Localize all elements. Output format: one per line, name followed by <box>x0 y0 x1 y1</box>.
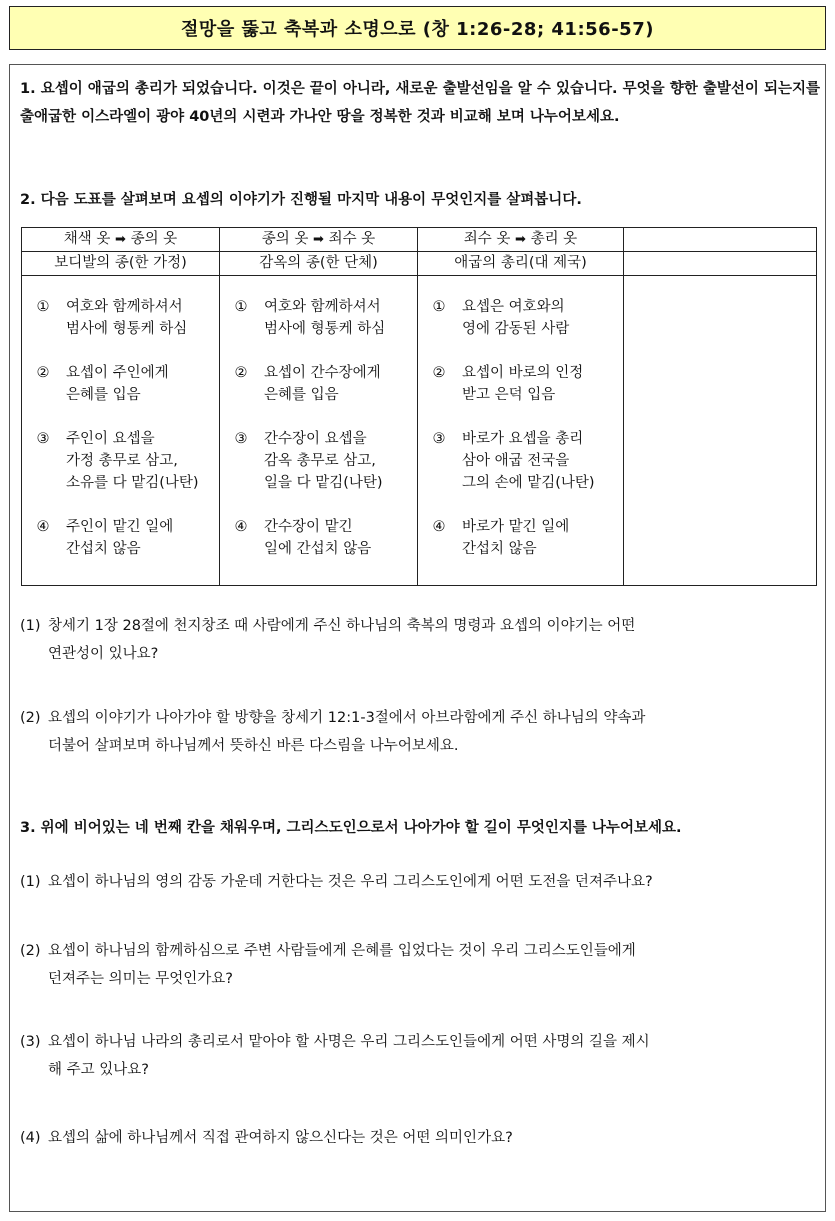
table-body-row <box>22 276 817 586</box>
question-3-2: (2) 요셉이 하나님의 함께하심으로 주변 사람들에게 은혜를 입었다는 것이 우리 그리스도인들에게 던져주는 의미는 무엇인가요? <box>20 943 636 987</box>
list-item: ① 요셉은 여호와의 영에 감동된 사람 <box>432 299 570 337</box>
role-cell: 감옥의 종(한 단체) <box>220 252 418 276</box>
column-body <box>220 276 418 586</box>
table-header-row-clothes <box>22 228 817 252</box>
list-item: ① 여호와 함께하셔서 범사에 형통케 하심 <box>234 299 386 337</box>
list-item: ② 요셉이 간수장에게 은혜를 입음 <box>234 365 381 403</box>
question-2: 2. 다음 도표를 살펴보며 요셉의 이야기가 진행될 마지막 내용이 무엇인지를 살펴봅니다. <box>20 192 582 208</box>
table-header-row-role <box>22 252 817 276</box>
list-item: ④ 바로가 맡긴 일에 간섭치 않음 <box>432 519 570 557</box>
question-3-3: (3) 요셉이 하나님 나라의 총리로서 맡아야 할 사명은 우리 그리스도인들에게 어떤 사명의 길을 제시 해 주고 있나요? <box>20 1034 650 1078</box>
question-3: 3. 위에 비어있는 네 번째 칸을 채워우며, 그리스도인으로서 나아가야 할 길이 무엇인지를 나누어보세요. <box>20 820 682 836</box>
question-3-1: (1) 요셉이 하나님의 영의 감동 가운데 거한다는 것은 우리 그리스도인에게 어떤 도전을 던져주나요? <box>20 874 653 890</box>
column-body-empty <box>624 276 817 586</box>
comparison-table <box>21 227 817 586</box>
column-body <box>418 276 624 586</box>
header-cell-empty <box>624 228 817 252</box>
list-item: ③ 간수장이 요셉을 감옥 총무로 삼고, 일을 다 맡김(나탄) <box>234 431 383 491</box>
role-cell: 보디발의 종(한 가정) <box>22 252 220 276</box>
question-2-2: (2) 요셉의 이야기가 나아가야 할 방향을 창세기 12:1-3절에서 아브라함에게 주신 하나님의 약속과 더불어 살펴보며 하나님께서 뜻하신 바른 다스림을 나누어보세요. <box>20 710 646 754</box>
list-item: ④ 주인이 맡긴 일에 간섭치 않음 <box>36 519 174 557</box>
header-cell: 채색 옷 ➡ 종의 옷 <box>22 228 220 252</box>
list-item: ② 요셉이 주인에게 은혜를 입음 <box>36 365 169 403</box>
header-cell: 죄수 옷 ➡ 총리 옷 <box>418 228 624 252</box>
question-1: 1. 요셉이 애굽의 총리가 되었습니다. 이것은 끝이 아니라, 새로운 출발선임을 알 수 있습니다. 무엇을 향한 출발선이 되는지를 출애굽한 이스라엘이 광야 40년의 시련과 가나안 땅을 정복한 것과 비교해 보며 나누어보세요. <box>20 81 820 125</box>
list-item: ② 요셉이 바로의 인정 받고 은덕 입음 <box>432 365 584 403</box>
question-3-4: (4) 요셉의 삶에 하나님께서 직접 관여하지 않으신다는 것은 어떤 의미인가요? <box>20 1130 513 1146</box>
list-item: ③ 바로가 요셉을 총리 삼아 애굽 전국을 그의 손에 맡김(나탄) <box>432 431 595 491</box>
list-item: ① 여호와 함께하셔서 범사에 형통케 하심 <box>36 299 188 337</box>
column-body <box>22 276 220 586</box>
role-cell: 애굽의 총리(대 제국) <box>418 252 624 276</box>
page-title: 절망을 뚫고 축복과 소명으로 (창 1:26-28; 41:56-57) <box>181 19 654 40</box>
page-title-box <box>9 6 826 50</box>
header-cell: 종의 옷 ➡ 죄수 옷 <box>220 228 418 252</box>
list-item: ③ 주인이 요셉을 가정 총무로 삼고, 소유를 다 맡김(나탄) <box>36 431 199 491</box>
question-2-1: (1) 창세기 1장 28절에 천지창조 때 사람에게 주신 하나님의 축복의 명령과 요셉의 이야기는 어떤 연관성이 있나요? <box>20 618 636 662</box>
role-cell-empty <box>624 252 817 276</box>
list-item: ④ 간수장이 맡긴 일에 간섭치 않음 <box>234 519 372 557</box>
